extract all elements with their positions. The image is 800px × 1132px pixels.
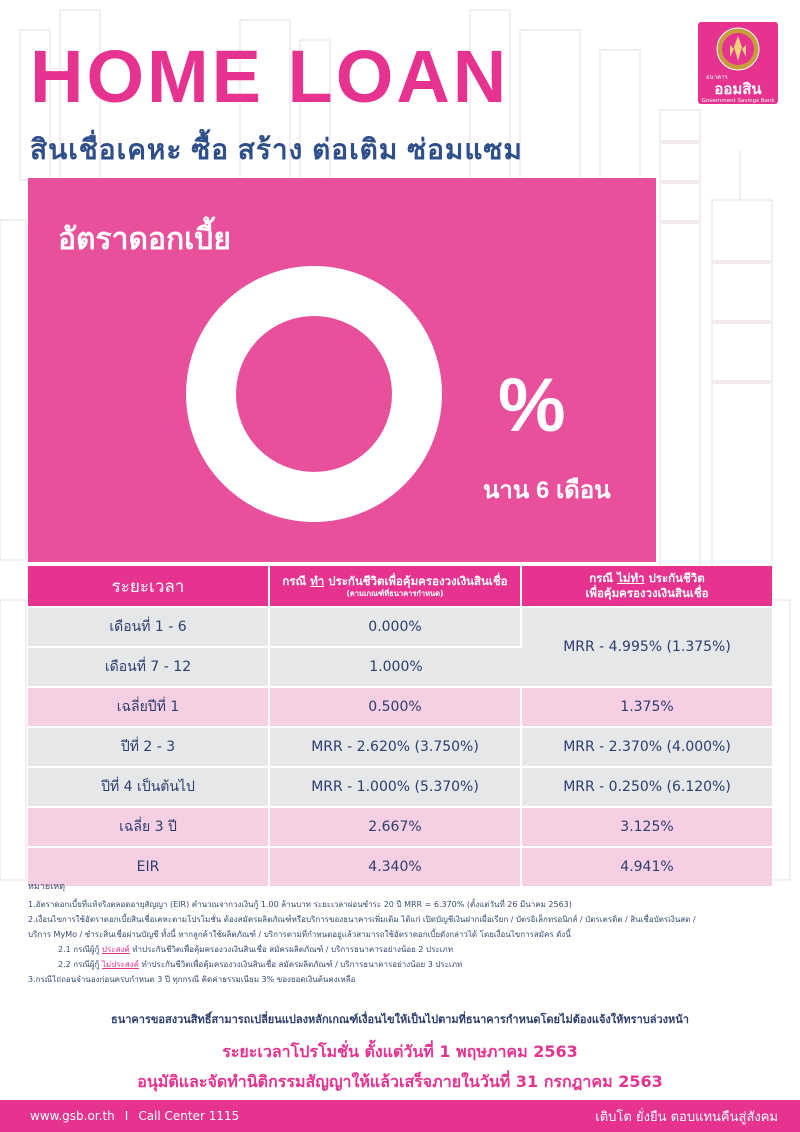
row-rate-with: MRR - 2.620% (3.750%) <box>270 726 522 766</box>
table-row <box>28 806 772 846</box>
footer-slogan: เติบโต ยั่งยืน ตอบแทนคืนสู่สังคม <box>595 1109 778 1125</box>
note-2b: บริการ MyMo / ชำระสินเชื่อผ่านบัญชี ทั้งนี้ หากลูกค้าใช้ผลิตภัณฑ์ / บริการตามที่กำหนดอยู่แล้วสามารถใช้อัตราดอกเบี้ยดังกล่าวได้ โดยเงื่อนไขการสมัคร ดังนี้ <box>28 930 571 939</box>
notes-heading: หมายเหตุ <box>28 882 66 892</box>
row-period: ปีที่ 2 - 3 <box>28 726 270 766</box>
row-rate-with: 1.000% <box>270 646 522 686</box>
note-2-1-key: ประสงค์ <box>101 945 130 954</box>
header-period: ระยะเวลา <box>28 566 270 606</box>
bank-seal-icon <box>716 27 760 71</box>
row-period: ปีที่ 4 เป็นต้นไป <box>28 766 270 806</box>
page-subtitle: สินเชื่อเคหะ ซื้อ สร้าง ต่อเติม ซ่อมแซม <box>30 134 523 165</box>
interest-rate-label: อัตราดอกเบี้ย <box>58 223 231 256</box>
header-with-rest: ประกันชีวิตเพื่อคุ้มครองวงเงินสินเชื่อ <box>324 574 508 589</box>
row-period: เดือนที่ 7 - 12 <box>28 646 270 686</box>
interest-promo-panel <box>28 178 656 562</box>
row-rate-with: 0.000% <box>270 606 522 646</box>
note-1: 1.อัตราดอกเบี้ยที่แท้จริงตลอดอายุสัญญา (EIR) คำนวณจากวงเงินกู้ 1.00 ล้านบาท ระยะเวลาผ่อนชำระ 20 ปี MRR = 6.370% (ตั้งแต่วันที่ 26 มีนาคม 2563) <box>28 900 572 909</box>
row-rate-without: 1.375% <box>522 686 772 726</box>
header-with-key: ทำ <box>310 574 325 589</box>
row-period: EIR <box>28 846 270 886</box>
disclaimer: ธนาคารขอสงวนสิทธิ์สามารถเปลี่ยนแปลงหลักเกณฑ์เงื่อนไขให้เป็นไปตามที่ธนาคารกำหนดโดยไม่ต้องแจ้งให้ทราบล่วงหน้า <box>111 1013 689 1026</box>
promo-period: ระยะเวลาโปรโมชั่น ตั้งแต่วันที่ 1 พฤษภาคม 2563 <box>222 1042 578 1061</box>
call-center: Call Center 1115 <box>138 1109 240 1123</box>
note-3: 3.กรณีไถ่ถอนจำนองก่อนครบกำหนด 3 ปี ทุกกรณี คิดค่าธรรมเนียม 3% ของยอดเงินต้นคงเหลือ <box>28 975 356 984</box>
row-period: เฉลี่ยปีที่ 1 <box>28 686 270 726</box>
page-title: HOME LOAN <box>30 35 510 118</box>
row-rate-without: MRR - 0.250% (6.120%) <box>522 766 772 806</box>
interest-rate-table <box>28 566 772 886</box>
header-without-line2: เพื่อคุ้มครองวงเงินสินเชื่อ <box>585 586 709 600</box>
footer-bar <box>0 1100 800 1132</box>
row-rate-with: 4.340% <box>270 846 522 886</box>
note-2-1 <box>28 942 773 957</box>
bank-english-name: Government Savings Bank <box>701 98 775 104</box>
table-row <box>28 766 772 806</box>
bank-logo <box>698 22 778 104</box>
note-2-2-prefix: 2.2 กรณีผู้กู้ <box>58 960 102 969</box>
row-rate-without: MRR - 2.370% (4.000%) <box>522 726 772 766</box>
bank-small-text: ธนาคาร <box>706 74 728 81</box>
promo-duration: นาน 6 เดือน <box>483 477 611 504</box>
notes-section <box>28 880 773 987</box>
website-link[interactable]: www.gsb.or.th <box>30 1109 115 1123</box>
row-rate-without-merged: MRR - 4.995% (1.375%) <box>522 606 772 686</box>
bank-name: ออมสิน <box>714 80 762 98</box>
note-2-2-rest: ทำประกันชีวิตเพื่อคุ้มครองวงเงินสินเชื่อ สมัครผลิตภัณฑ์ / บริการธนาคารอย่างน้อย 3 ประเภท <box>139 960 463 969</box>
table-row <box>28 726 772 766</box>
row-rate-without: 4.941% <box>522 846 772 886</box>
approval-deadline: อนุมัติและจัดทำนิติกรรมสัญญาให้แล้วเสร็จภายในวันที่ 31 กรกฎาคม 2563 <box>137 1072 663 1091</box>
header-with-insurance <box>270 566 522 606</box>
header-without-key: ไม่ทำ <box>617 571 645 586</box>
zero-ring-graphic <box>186 266 442 522</box>
row-period: เฉลี่ย 3 ปี <box>28 806 270 846</box>
header-without-insurance <box>522 566 772 606</box>
note-2-1-rest: ทำประกันชีวิตเพื่อคุ้มครองวงเงินสินเชื่อ สมัครผลิตภัณฑ์ / บริการธนาคารอย่างน้อย 2 ประเภท <box>129 945 453 954</box>
note-2a: 2.เงื่อนไขการใช้อัตราดอกเบี้ยสินเชื่อเคหะตามโปรโมชั่น ต้องสมัครผลิตภัณฑ์หรือบริการของธนาคารเพิ่มเติม ได้แก่ เปิดบัญชีเงินฝากเผื่อเรียก / บัตรอิเล็กทรอนิกส์ / บัตรเครดิต / สินเชื่อบัตรเงินสด / <box>28 915 696 924</box>
row-rate-with: 0.500% <box>270 686 522 726</box>
row-rate-without: 3.125% <box>522 806 772 846</box>
percent-sign: % <box>498 363 566 448</box>
note-2-1-prefix: 2.1 กรณีผู้กู้ <box>58 945 102 954</box>
header-with-prefix: กรณี <box>282 574 311 589</box>
table-row <box>28 606 772 646</box>
row-period: เดือนที่ 1 - 6 <box>28 606 270 646</box>
header-with-sub: (ตามเกณฑ์ที่ธนาคารกำหนด) <box>346 588 444 598</box>
note-2-2-key: ไม่ประสงค์ <box>101 960 140 969</box>
row-rate-with: MRR - 1.000% (5.370%) <box>270 766 522 806</box>
header-without-prefix: กรณี <box>589 571 618 586</box>
footer-separator: I <box>124 1109 129 1123</box>
table-row <box>28 686 772 726</box>
table-header-row <box>28 566 772 606</box>
note-2-2 <box>28 957 773 972</box>
header-without-rest: ประกันชีวิต <box>644 571 705 586</box>
row-rate-with: 2.667% <box>270 806 522 846</box>
